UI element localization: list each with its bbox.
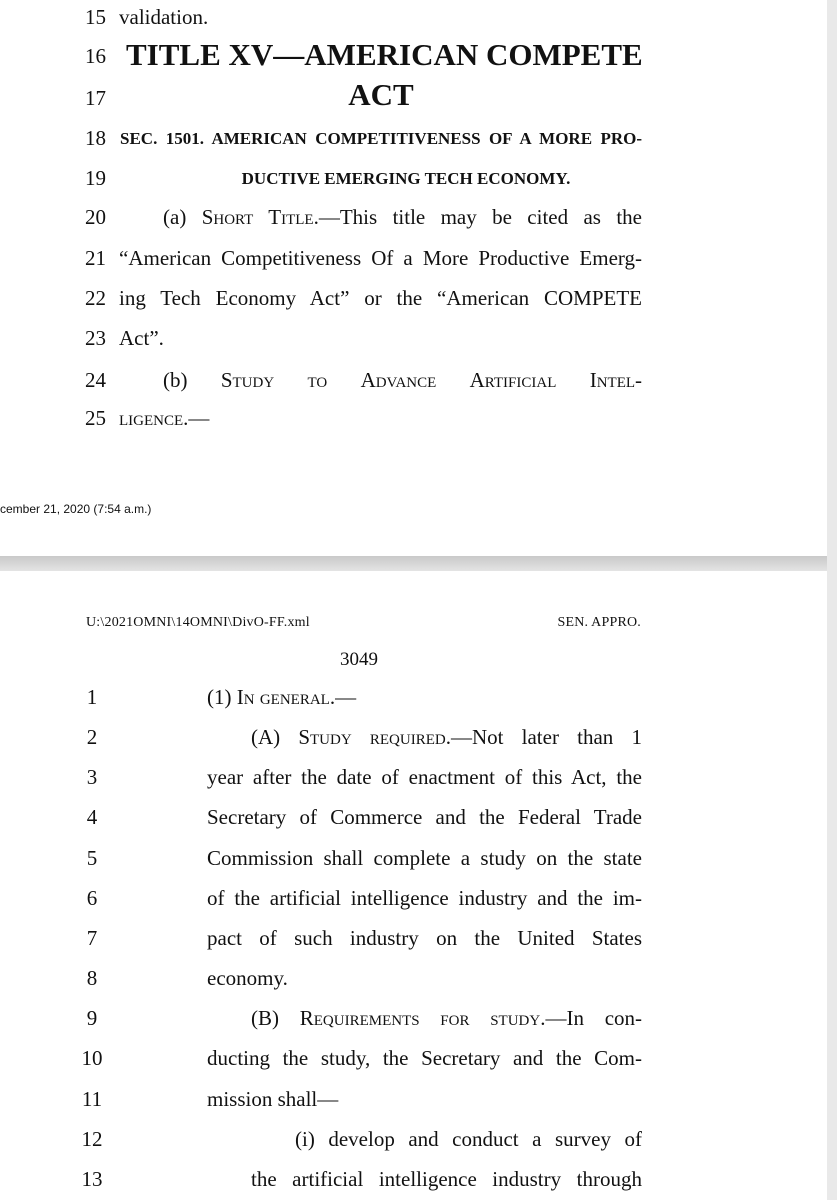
line-number: 9 (86, 1006, 98, 1030)
page-number: 3049 (340, 649, 378, 670)
line-number: 15 (85, 5, 106, 29)
page-separator (0, 556, 837, 571)
line-number: 16 (85, 44, 106, 68)
file-path-header: U:\2021OMNI\14OMNI\DivO-FF.xml (86, 615, 310, 630)
line-number: 8 (86, 966, 98, 990)
line-text: Act”. (119, 326, 164, 350)
line-text: Secretary of Commerce and the Federal Trade (207, 805, 642, 829)
line-number: 13 (81, 1167, 103, 1191)
line-number: 17 (85, 86, 106, 110)
line-number: 12 (81, 1127, 103, 1151)
line-text: (b) Study to Advance Artificial Intel- (163, 368, 643, 392)
title-heading: TITLE XV—AMERICAN COMPETE (126, 37, 643, 72)
section-heading-cont: DUCTIVE EMERGING TECH ECONOMY. (241, 169, 571, 188)
title-heading-cont: ACT (348, 77, 414, 112)
line-text: ducting the study, the Secretary and the Com- (207, 1046, 642, 1070)
line-text: Commission shall complete a study on the state (207, 846, 642, 870)
viewer-scroll-edge (827, 0, 837, 1200)
document-page-top (0, 0, 837, 556)
line-number: 24 (85, 368, 106, 392)
line-number: 25 (85, 406, 106, 430)
line-number: 11 (81, 1087, 103, 1111)
line-number: 22 (85, 286, 106, 310)
line-text: economy. (207, 966, 288, 990)
line-text: ing Tech Economy Act” or the “American COMPETE (119, 286, 642, 310)
line-number: 5 (86, 846, 98, 870)
line-text: the artificial intelligence industry through (251, 1167, 642, 1191)
line-text: year after the date of enactment of this Act, the (207, 765, 642, 789)
line-number: 2 (86, 725, 98, 749)
line-text: pact of such industry on the United States (207, 926, 642, 950)
line-text: “American Competitiveness Of a More Productive Emerg- (119, 246, 642, 270)
line-number: 1 (86, 685, 98, 709)
line-number: 19 (85, 166, 106, 190)
line-text: (a) Short Title.—This title may be cited as the (163, 205, 643, 229)
line-number: 21 (85, 246, 106, 270)
line-text: (B) Requirements for study.—In con- (251, 1006, 643, 1030)
line-text: (A) Study required.—Not later than 1 (251, 725, 642, 749)
line-number: 23 (85, 326, 106, 350)
line-text: (i) develop and conduct a survey of (295, 1127, 642, 1151)
line-text: mission shall— (207, 1087, 339, 1111)
line-text: validation. (119, 5, 209, 29)
section-heading: SEC. 1501. AMERICAN COMPETITIVENESS OF A MORE PRO- (120, 129, 642, 148)
line-number: 10 (81, 1046, 103, 1070)
line-number: 7 (86, 926, 98, 950)
line-text: (1) In general.— (207, 685, 357, 709)
line-text: ligence.— (119, 406, 210, 430)
line-number: 6 (86, 886, 98, 910)
committee-header: SEN. APPRO. (557, 615, 641, 630)
document-page-bottom (0, 571, 837, 1200)
footer-timestamp: cember 21, 2020 (7:54 a.m.) (0, 502, 152, 516)
line-number: 18 (85, 126, 106, 150)
line-text: of the artificial intelligence industry and the im- (207, 886, 642, 910)
line-number: 20 (85, 205, 106, 229)
line-number: 3 (86, 765, 98, 789)
line-number: 4 (86, 805, 98, 829)
